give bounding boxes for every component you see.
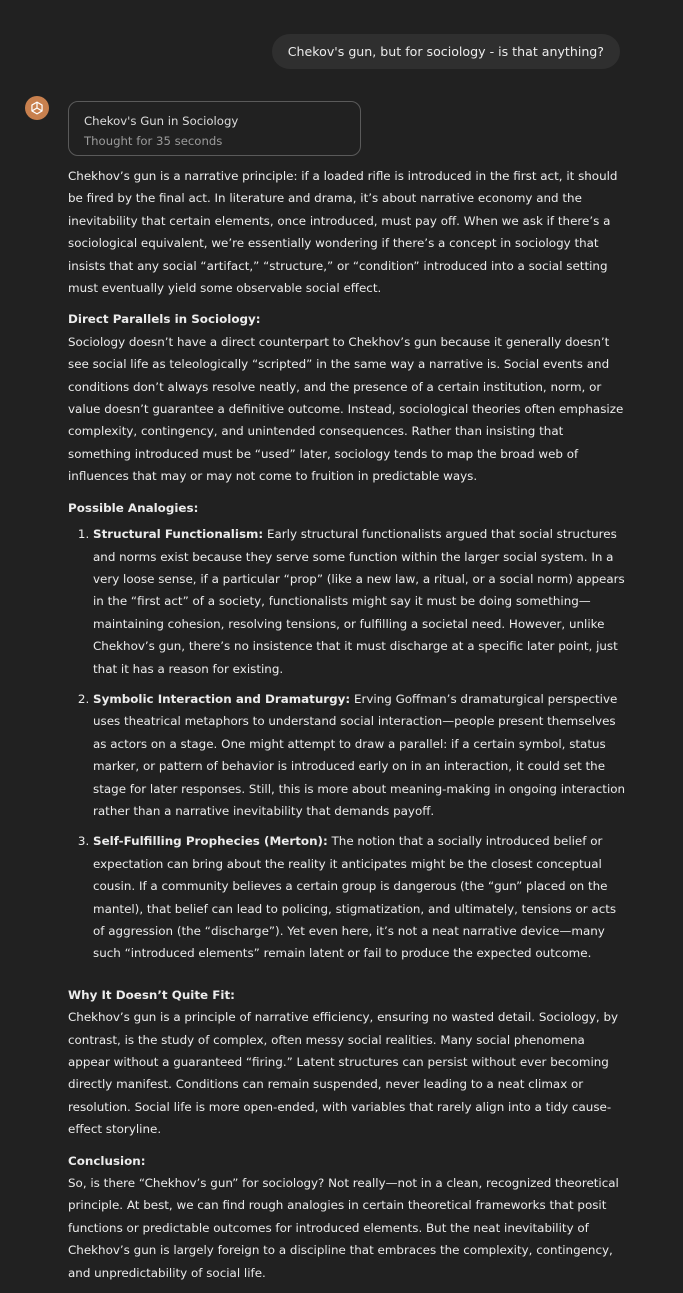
conclusion-section [68, 1150, 626, 1284]
section-heading: Possible Analogies: [68, 500, 199, 515]
openai-logo-icon [29, 100, 45, 116]
section-heading: Why It Doesn’t Quite Fit: [68, 987, 235, 1002]
thought-title: Chekov's Gun in Sociology [84, 114, 239, 128]
analogies-list [68, 523, 626, 965]
section-text: Chekhov’s gun is a principle of narrative efficiency, ensuring no wasted detail. Sociology, by contrast, is the study of complex, often messy social realities. Many social phenomena appear without a guaranteed “firing.” Latent structures can persist without ever becoming directly manifest. Conditions can remain suspended, never leading to a neat climax or resolution. Social life is more open-ended, with variables that rarely align into a tidy cause-effect storyline. [68, 1010, 619, 1137]
list-item-text: Early structural functionalists argued that social structures and norms exist because they serve some function within the larger social system. In a very loose sense, if a particular “prop” (like a new law, a ritual, or a social norm) appears in the “first act” of a society, functionalists might say it must be doing something—maintaining cohesion, resolving tensions, or fulfilling a societal need. However, unlike Chekhov’s gun, there’s no insistence that it must discharge at a specific later point, just that it has a reason for existing. [93, 527, 625, 676]
list-item-text: Erving Goffman’s dramaturgical perspective uses theatrical metaphors to understand social interaction—people present themselves as actors on a stage. One might attempt to draw a parallel: if a certain symbol, status marker, or pattern of behavior is introduced early on in an interaction, it could set the stage for later responses. Still, this is more about meaning-making in ongoing interaction rather than a narrative inevitability that demands payoff. [93, 691, 626, 818]
user-message-text: Chekov's gun, but for sociology - is that anything? [287, 44, 604, 59]
list-item [93, 523, 626, 680]
thought-summary-toggle[interactable] [68, 101, 361, 156]
list-item-title: Self-Fulfilling Prophecies (Merton): [93, 834, 328, 849]
intro-paragraph: Chekhov’s gun is a narrative principle: if a loaded rifle is introduced in the first act, it should be fired by the final act. In literature and drama, it’s about narrative economy and the inevitability that certain elements, once introduced, must pay off. When we ask if there’s a sociological equivalent, we’re essentially wondering if there’s a concept in sociology that insists that any social “artifact,” “structure,” or “condition” introduced into a social setting must eventually yield some observable social effect. [68, 169, 618, 296]
list-item [93, 830, 626, 964]
assistant-response [68, 165, 626, 1293]
direct-parallels-section [68, 308, 626, 487]
analogies-heading [68, 497, 626, 519]
section-text: Sociology doesn’t have a direct counterpart to Chekhov’s gun because it generally doesn’t see social life as teleologically “scripted” in the same way a narrative is. Social events and conditions don’t always resolve neatly, and the presence of a certain institution, norm, or value doesn’t guarantee a definitive outcome. Instead, sociological theories often emphasize complexity, contingency, and unintended consequences. Rather than insisting that something introduced must be “used” later, sociology tends to map the broad web of influences that may or may not come to fruition in predictable ways. [68, 334, 624, 484]
section-text: So, is there “Chekhov’s gun” for sociology? Not really—not in a clean, recognized theoretical principle. At best, we can find rough analogies in certain theoretical frameworks that posit functions or predictable outcomes for introduced elements. But the neat inevitability of Chekhov’s gun is largely foreign to a discipline that embraces the complexity, contingency, and unpredictability of social life. [68, 1176, 619, 1280]
user-message-bubble [272, 34, 620, 69]
list-item-text: The notion that a socially introduced belief or expectation can bring about the reality it anticipates might be the closest conceptual cousin. If a community believes a certain group is dangerous (the “gun” placed on the mantel), that belief can lead to policing, stigmatization, and ultimately, tensions or acts of aggression (the “discharge”). Yet even here, it’s not a neat narrative device—many such “introduced elements” remain latent or fail to produce the expected outcome. [93, 834, 617, 961]
thought-duration: Thought for 35 seconds [84, 134, 223, 148]
list-item-title: Symbolic Interaction and Dramaturgy: [93, 691, 351, 706]
section-heading: Direct Parallels in Sociology: [68, 312, 261, 327]
why-section [68, 984, 626, 1141]
section-heading: Conclusion: [68, 1153, 146, 1168]
list-item-title: Structural Functionalism: [93, 527, 264, 542]
assistant-avatar [25, 96, 49, 120]
list-item [93, 688, 626, 822]
